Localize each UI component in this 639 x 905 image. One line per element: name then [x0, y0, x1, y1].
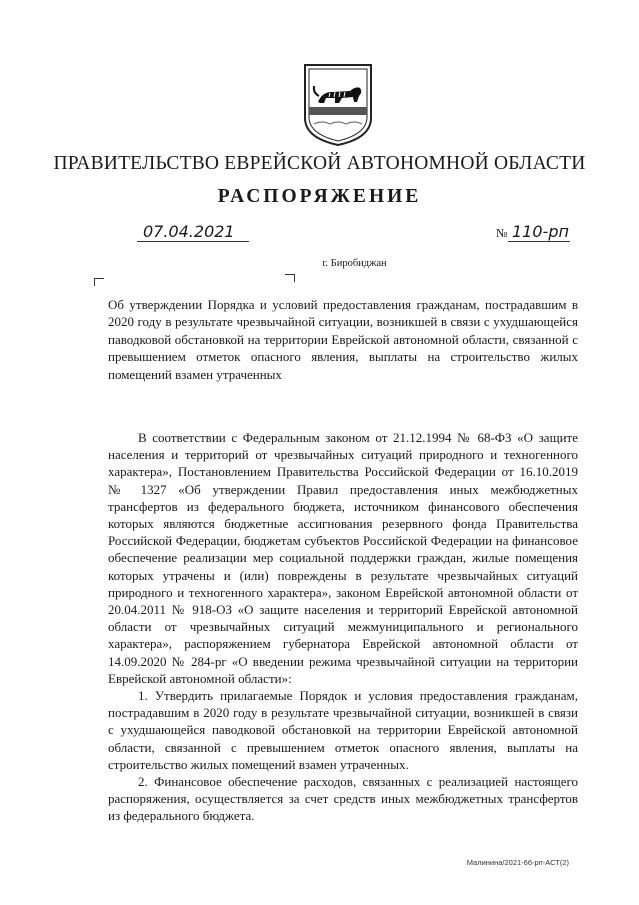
coat-of-arms-tiger-icon	[302, 62, 374, 148]
footer-reference: Малинина/2021-66-рп-АСТ(2)	[466, 858, 569, 867]
handwritten-number: 110-рп	[508, 222, 570, 242]
document-body	[108, 429, 578, 825]
document-subject: Об утверждении Порядка и условий предоставления гражданам, пострадавшим в 2020 году в результате чрезвычайной ситуации, возникшей в связи с ухудшающейся паводковой обстановкой на территории Еврейской автономной области, связанной с превышением отметок опасного явления, выплаты на строительство жилых помещений взамен утраченных	[108, 297, 578, 382]
city-label: г. Биробиджан	[322, 258, 387, 269]
clause-2-paragraph: 2. Финансовое обеспечение расходов, связанных с реализацией настоящего распоряжения, осуществляется за счет средств иных межбюджетных трансфертов из федерального бюджета.	[108, 774, 578, 824]
preamble-paragraph: В соответствии с Федеральным законом от 21.12.1994 № 68-ФЗ «О защите населения и территорий от чрезвычайных ситуаций природного и техногенного характера», Постановлением Правительства Российской Федерации от 16.10.2019 № 1327 «Об утверждении Правил предоставления иных межбюджетных трансфертов из федерального бюджета, источником финансового обеспечения которых являются бюджетные ассигнования резервного фонда Правительства Российской Федерации, бюджетам субъектов Российской Федерации на финансовое обеспечение реализации мер социальной поддержки граждан, жилые помещения которых утрачены и (или) повреждены в результате чрезвычайных ситуаций природного и техногенного характера», законом Еврейской автономной области от 20.04.2011 № 918-ОЗ «О защите населения и территорий Еврейской автономной области от чрезвычайных ситуаций межмуниципального и регионального характера», распоряжением губернатора Еврейской автономной области от 14.09.2020 № 284-рг «О введении режима чрезвычайной ситуации на территории Еврейской автономной области»:	[108, 430, 578, 686]
document-type-title: РАСПОРЯЖЕНИЕ	[217, 186, 422, 207]
handwritten-date: 07.04.2021	[137, 222, 249, 242]
government-title: ПРАВИТЕЛЬСТВО ЕВРЕЙСКОЙ АВТОНОМНОЙ ОБЛАСТИ	[53, 153, 586, 174]
number-sign: №	[496, 226, 508, 240]
clause-1-paragraph: 1. Утвердить прилагаемые Порядок и условия предоставления гражданам, пострадавшим в 2020 году в результате чрезвычайной ситуации, возникшей в связи с ухудшающейся паводковой обстановкой на территории Еврейской автономной области, связанной с превышением отметок опасного явления, выплаты на строительство жилых помещений взамен утраченных.	[108, 688, 578, 772]
subject-bracket-left	[94, 278, 104, 286]
subject-bracket-right	[285, 274, 295, 282]
